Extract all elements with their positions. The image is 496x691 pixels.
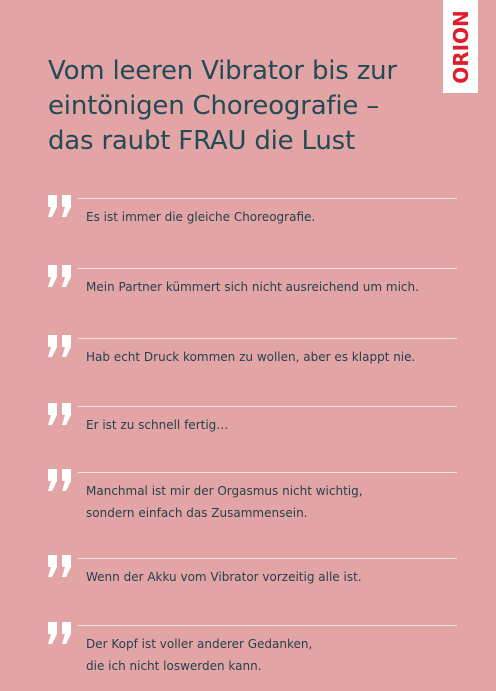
quote-divider [78,625,457,626]
quotation-mark-icon [47,468,75,492]
quote-line: Manchmal ist mir der Orgasmus nicht wichtig, [86,484,363,498]
quote-text [86,414,456,436]
quotation-mark-icon [47,554,75,578]
quote-text [86,633,456,677]
headline-line-3: das raubt FRAU die Lust [48,126,355,156]
quotation-mark-icon [47,621,75,645]
quote-text [86,276,456,298]
quote-divider [78,338,457,339]
quote-line: Der Kopf ist voller anderer Gedanken, [86,637,313,651]
quote-line: sondern einfach das Zusammensein. [86,506,308,520]
quote-line: Es ist immer die gleiche Choreografie. [86,210,316,224]
quote-text [86,566,456,588]
quotation-mark-icon [47,194,75,218]
headline-line-2: eintönigen Choreografie – [48,91,380,121]
quotation-mark-icon [47,334,75,358]
quote-text [86,480,456,524]
quote-divider [78,268,457,269]
quote-divider [78,472,457,473]
quote-line: Hab echt Druck kommen zu wollen, aber es klappt nie. [86,350,416,364]
quotation-mark-icon [47,402,75,426]
quote-divider [78,406,457,407]
quote-text [86,346,456,368]
quote-list [47,0,457,691]
quotation-mark-icon [47,264,75,288]
quote-line: Er ist zu schnell fertig… [86,418,229,432]
quote-line: die ich nicht loswerden kann. [86,659,262,673]
quote-divider [78,558,457,559]
quote-divider [78,198,457,199]
quote-line: Wenn der Akku vom Vibrator vorzeitig alle ist. [86,570,362,584]
brand-logo: ORION [448,9,473,84]
quote-text [86,206,456,228]
headline-line-1: Vom leeren Vibrator bis zur [48,56,397,86]
quote-line: Mein Partner kümmert sich nicht ausreichend um mich. [86,280,419,294]
